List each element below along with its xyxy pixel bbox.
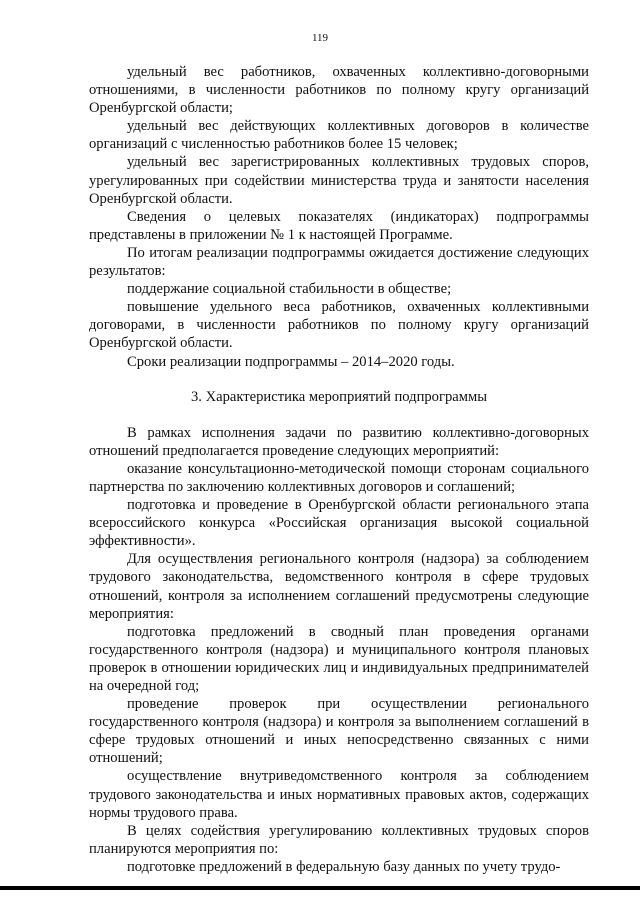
paragraph: удельный вес работников, охваченных коллективно-договорными отношениями, в численности работников по полному кругу организаций Оренбургской области; — [89, 64, 589, 117]
paragraph: поддержание социальной стабильности в обществе; — [127, 281, 452, 298]
paragraph: В целях содействия урегулированию коллективных трудовых споров планируются мероприятия по: — [89, 822, 589, 857]
paragraph: подготовке предложений в федеральную базу данных по учету трудо- — [127, 858, 561, 875]
paragraph: Для осуществления регионального контроля (надзора) за соблюдением трудового законодательства, ведомственного контроля в сфере трудовых отношений, контроля за исполнением соглашений предусмотрены следующие мероприятия: — [89, 551, 589, 622]
section-heading: 3. Характеристика мероприятий подпрограммы — [190, 388, 488, 405]
paragraph: удельный вес действующих коллективных договоров в количестве организаций с численностью работников более 15 человек; — [89, 118, 589, 153]
paragraph: По итогам реализации подпрограммы ожидается достижение следующих результатов: — [89, 244, 589, 280]
page-number: 119 — [311, 32, 329, 44]
paragraph: Сведения о целевых показателях (индикаторах) подпрограммы представлены в приложении № 1 к настоящей Программе. — [89, 208, 589, 243]
paragraph: подготовка и проведение в Оренбургской области регионального этапа всероссийского конкурса «Российская организация высокой социальной эффективности». — [89, 497, 589, 550]
paragraph: удельный вес зарегистрированных коллективных трудовых споров, урегулированных при содействии министерства труда и занятости населения Оренбургской области. — [89, 154, 589, 207]
page-bottom-rule — [0, 886, 640, 890]
paragraph: В рамках исполнения задачи по развитию коллективно-договорных отношений предполагается проведение следующих мероприятий: — [89, 424, 589, 459]
paragraph: Сроки реализации подпрограммы – 2014–2020 годы. — [127, 353, 455, 370]
paragraph: подготовка предложений в сводный план проведения органами государственного контроля (надзора) и муниципального контроля плановых проверок в отношении юридических лиц и индивидуальных предпринимателей на очередной год; — [89, 623, 589, 694]
paragraph: проведение проверок при осуществлении регионального государственного контроля (надзора) и контроля за выполнением соглашений в сфере трудовых отношений и иных непосредственно связанных с ними отношений; — [89, 696, 589, 767]
document-body — [89, 63, 589, 876]
paragraph: оказание консультационно-методической помощи сторонам социального партнерства по заключению коллективных договоров и соглашений; — [89, 460, 589, 495]
paragraph: осуществление внутриведомственного контроля за соблюдением трудового законодательства и иных нормативных правовых актов, содержащих нормы трудового права. — [89, 768, 589, 821]
paragraph: повышение удельного веса работников, охваченных коллективными договорами, в численности работников по полному кругу организаций Оренбургской области. — [89, 299, 589, 352]
